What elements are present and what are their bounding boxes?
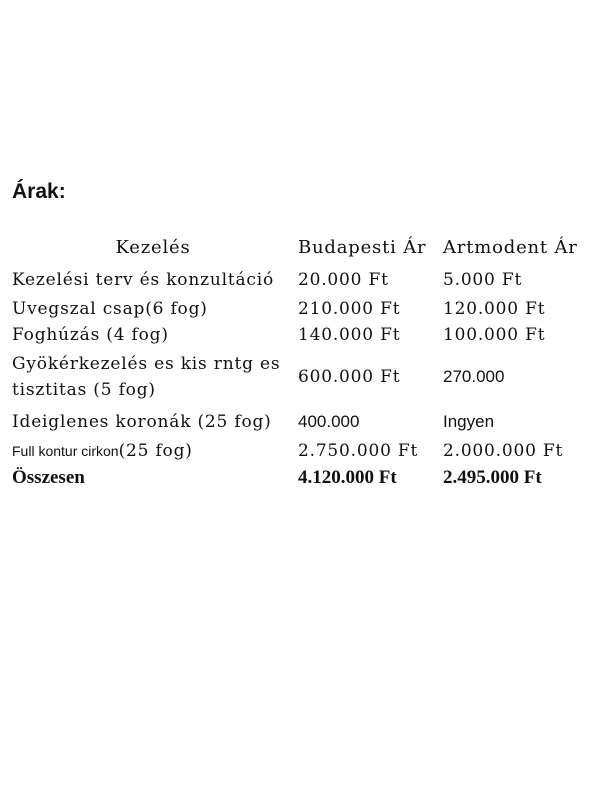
artmodent-price-cell: 2.000.000 Ft (443, 441, 564, 461)
treatment-cell: Kezelési terv és konzultáció (12, 270, 274, 290)
budapest-price-cell: 2.750.000 Ft (298, 441, 419, 461)
total-row (10, 464, 591, 492)
artmodent-price-cell: 100.000 Ft (443, 325, 546, 345)
table-header-row (10, 232, 591, 264)
header-treatment: Kezelés (115, 237, 191, 258)
artmodent-price-cell: 270.000 (443, 367, 505, 386)
budapest-price-cell: 20.000 Ft (298, 270, 389, 290)
artmodent-price-cell: 5.000 Ft (443, 270, 523, 290)
treatment-cell (10, 438, 296, 464)
header-artmodent-price: Artmodent Ár (443, 237, 578, 258)
table-row (10, 438, 591, 464)
artmodent-price-cell: Ingyen (443, 412, 495, 431)
header-budapest-price: Budapesti Ár (298, 237, 427, 258)
total-label: Összesen (12, 467, 85, 488)
table-row (10, 406, 591, 438)
artmodent-price-cell: 120.000 Ft (443, 299, 546, 319)
budapest-price-cell: 400.000 (298, 412, 360, 431)
table-row (10, 264, 591, 296)
budapest-price-cell: 140.000 Ft (298, 325, 401, 345)
table-row (10, 296, 591, 322)
treatment-prefix: Full kontur cirkon (12, 443, 119, 459)
budapest-price-cell: 600.000 Ft (298, 367, 401, 387)
budapest-price-cell: 210.000 Ft (298, 299, 401, 319)
treatment-cell: Gyökérkezelés es kis rntg es tisztitas (5 fog) (12, 354, 281, 400)
treatment-cell: Uvegszal csap(6 fog) (12, 299, 208, 319)
treatment-cell: Foghúzás (4 fog) (12, 325, 169, 345)
price-table (10, 232, 591, 492)
table-row (10, 348, 591, 406)
page-heading: Árak: (12, 180, 66, 203)
table-row (10, 322, 591, 348)
treatment-cell: Ideiglenes koronák (25 fog) (12, 412, 272, 432)
treatment-suffix: (25 fog) (118, 441, 193, 461)
total-budapest: 4.120.000 Ft (298, 467, 397, 488)
total-artmodent: 2.495.000 Ft (443, 467, 542, 488)
